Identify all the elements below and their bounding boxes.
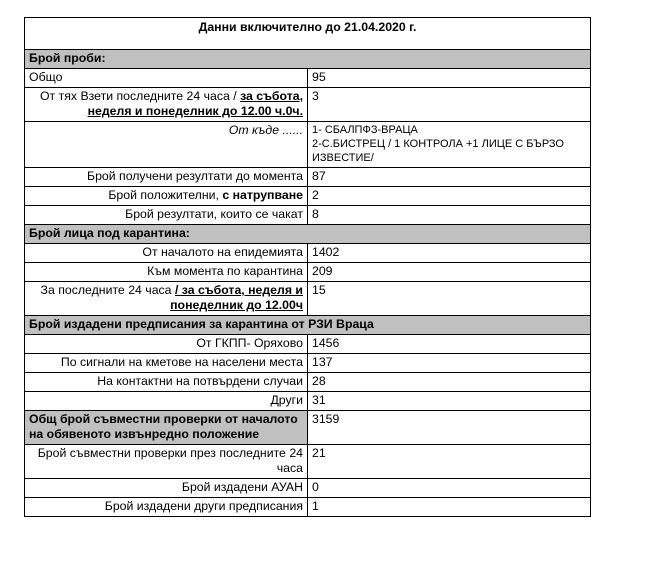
- table-row: [25, 244, 591, 263]
- tests-pending-label: Брой резултати, които се чакат: [25, 206, 308, 225]
- checks-auan-value: 0: [308, 479, 591, 498]
- table-row: [25, 373, 591, 392]
- tests-positive-label: Брой положителни, с натрупване: [25, 187, 308, 206]
- tests-results-label: Брой получени резултати до момента: [25, 168, 308, 187]
- table-row: [25, 263, 591, 282]
- checks-other-orders-value: 1: [308, 498, 591, 517]
- table-row: [25, 445, 591, 479]
- title-row: [25, 18, 591, 50]
- table-row: [25, 392, 591, 411]
- checks-last24-value: 21: [308, 445, 591, 479]
- orders-contacts-label: На контактни на потвърдени случаи: [25, 373, 308, 392]
- tests-pending-value: 8: [308, 206, 591, 225]
- covid-data-table: [24, 17, 591, 517]
- quarantine-section-header: Брой лица под карантина:: [25, 225, 591, 244]
- section-header-row: [25, 50, 591, 69]
- table-row: [25, 479, 591, 498]
- table-row: [25, 335, 591, 354]
- quarantine-since-start-value: 1402: [308, 244, 591, 263]
- checks-total-value: 3159: [308, 411, 591, 445]
- quarantine-last24-label: За последните 24 часа / за събота, неделя и понеделник до 12.00ч: [25, 282, 308, 316]
- tests-last24-value: 3: [308, 88, 591, 122]
- tests-from-label: От къде ......: [25, 122, 308, 168]
- table-row: [25, 411, 591, 445]
- quarantine-since-start-label: От началото на епидемията: [25, 244, 308, 263]
- orders-mayors-label: По сигнали на кметове на населени места: [25, 354, 308, 373]
- table-row: [25, 498, 591, 517]
- section-header-row: [25, 316, 591, 335]
- table-row: [25, 88, 591, 122]
- orders-other-value: 31: [308, 392, 591, 411]
- orders-gkpp-label: От ГКПП- Оряхово: [25, 335, 308, 354]
- orders-section-header: Брой издадени предписания за карантина от РЗИ Враца: [25, 316, 591, 335]
- orders-contacts-value: 28: [308, 373, 591, 392]
- section-header-row: [25, 225, 591, 244]
- table-title: Данни включително до 21.04.2020 г.: [25, 18, 591, 50]
- checks-last24-label: Брой съвместни проверки през последните 24 часа: [25, 445, 308, 479]
- tests-results-value: 87: [308, 168, 591, 187]
- table-row: [25, 187, 591, 206]
- table-row: [25, 168, 591, 187]
- orders-mayors-value: 137: [308, 354, 591, 373]
- tests-total-value: 95: [308, 69, 591, 88]
- quarantine-current-value: 209: [308, 263, 591, 282]
- table-row: [25, 354, 591, 373]
- tests-section-header: Брой проби:: [25, 50, 591, 69]
- checks-other-orders-label: Брой издадени други предписания: [25, 498, 308, 517]
- quarantine-last24-value: 15: [308, 282, 591, 316]
- tests-total-label: Общо: [25, 69, 308, 88]
- checks-auan-label: Брой издадени АУАН: [25, 479, 308, 498]
- table-row: [25, 69, 591, 88]
- orders-other-label: Други: [25, 392, 308, 411]
- table-row: [25, 282, 591, 316]
- table-row: [25, 206, 591, 225]
- table-row: [25, 122, 591, 168]
- tests-last24-label: От тях Взети последните 24 часа / за събота, неделя и понеделник до 12.00 ч.0ч.: [25, 88, 308, 122]
- orders-gkpp-value: 1456: [308, 335, 591, 354]
- tests-from-value: 1- СБАЛПФЗ-ВРАЦА 2-С.БИСТРЕЦ / 1 КОНТРОЛА +1 ЛИЦЕ С БЪРЗО ИЗВЕСТИЕ/: [308, 122, 591, 168]
- quarantine-current-label: Към момента по карантина: [25, 263, 308, 282]
- tests-positive-value: 2: [308, 187, 591, 206]
- checks-total-label: Общ брой съвместни проверки от началото на обявеното извънредно положение: [25, 411, 308, 445]
